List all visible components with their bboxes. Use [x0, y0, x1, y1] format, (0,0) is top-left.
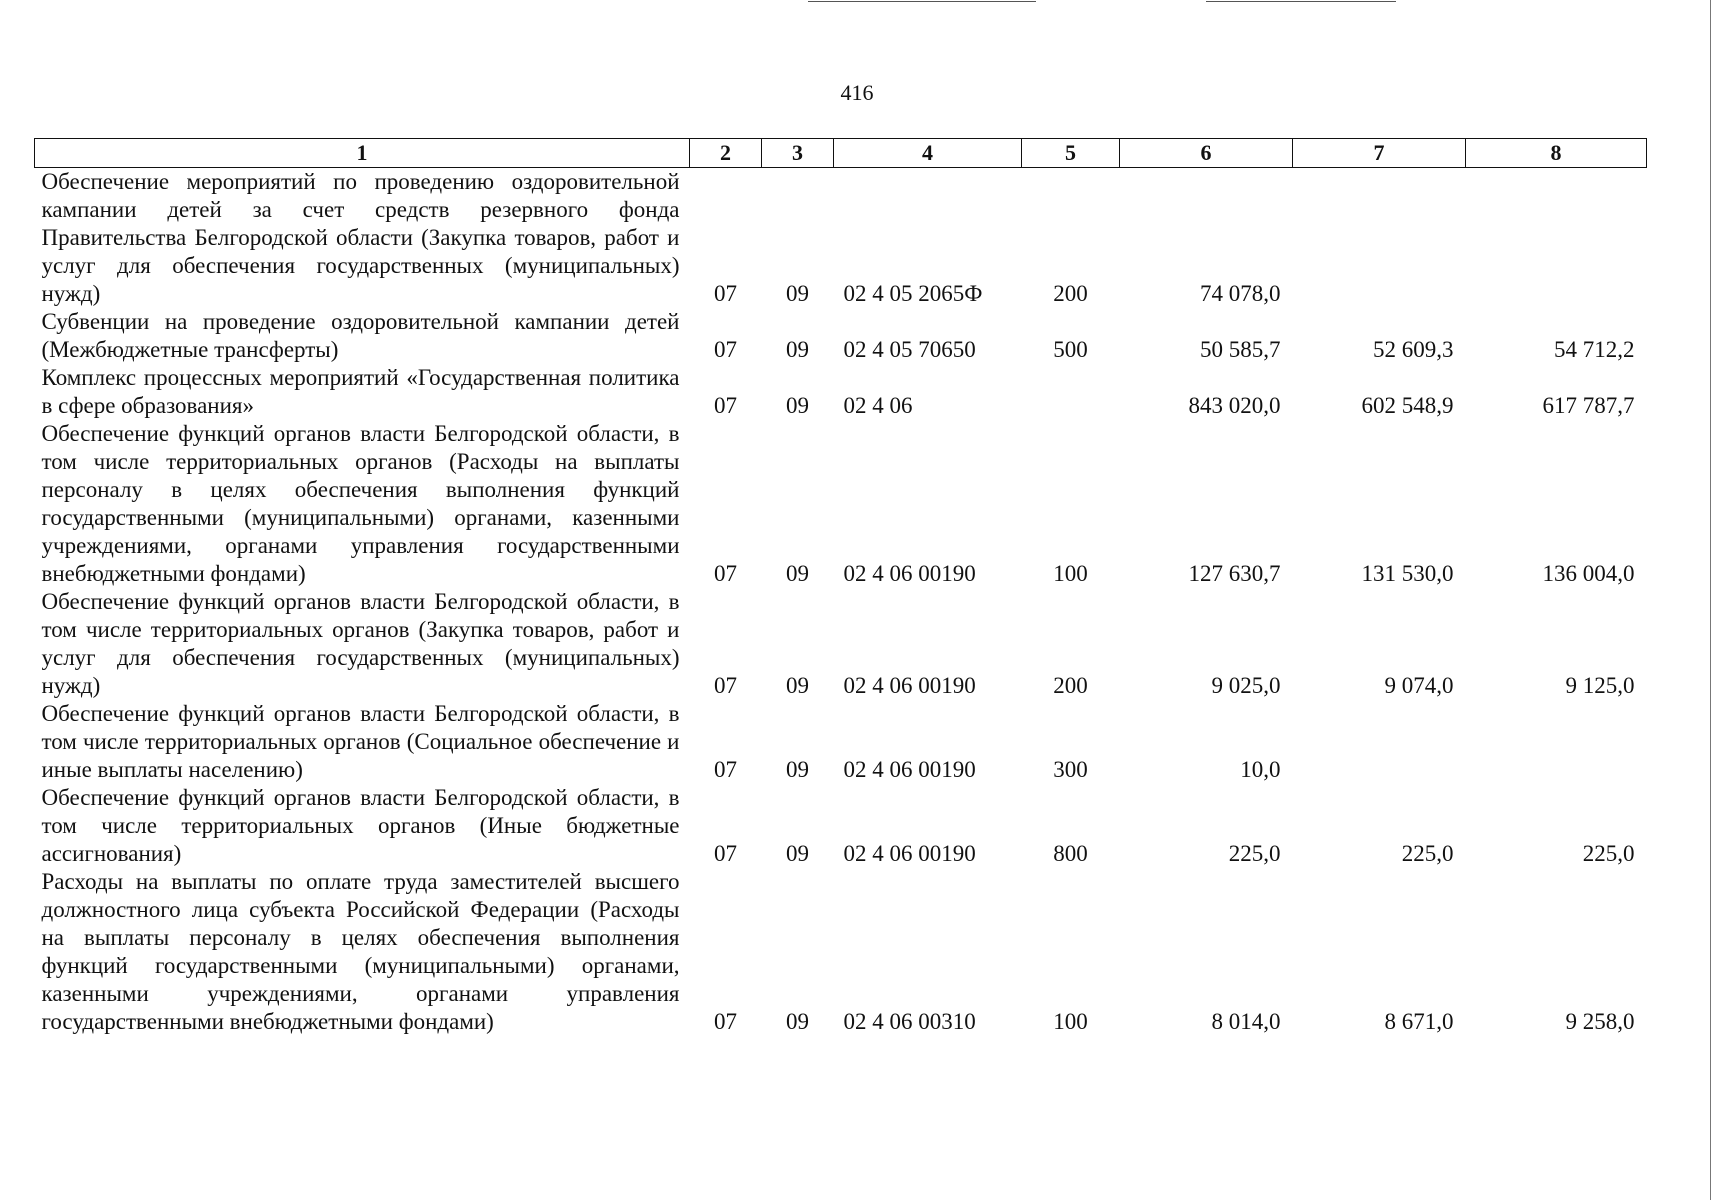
header-col-7: 7: [1293, 139, 1466, 168]
row-amount-2: 602 548,9: [1361, 393, 1454, 418]
row-expense-type: 800: [1053, 841, 1088, 866]
row-target-code: 02 4 06 00190: [843, 561, 976, 586]
row-target-code: 02 4 05 70650: [843, 337, 976, 362]
row-amount-3: 9 258,0: [1565, 1009, 1635, 1034]
table-row: [35, 420, 1647, 588]
row-subsection: 09: [786, 393, 809, 418]
row-amount-1: 225,0: [1228, 841, 1281, 866]
table-row: [35, 868, 1647, 1036]
row-amount-2: 52 609,3: [1373, 337, 1454, 362]
row-target-code: 02 4 05 2065Ф: [843, 281, 983, 306]
row-subsection: 09: [786, 337, 809, 362]
row-amount-1: 10,0: [1240, 757, 1281, 782]
row-section: 07: [714, 757, 737, 782]
row-description: Обеспечение функций органов власти Белгородской области, в том числе территориальных органов (Расходы на выплаты персоналу в целях обеспечения выполнения функций государственными (муниципальными) органами, казенными учреждениями, органами управления государственными внебюджетными фондами): [41, 421, 680, 586]
row-amount-2: [1293, 168, 1466, 309]
row-expense-type: 100: [1053, 1009, 1088, 1034]
row-expense-type: 200: [1053, 281, 1088, 306]
row-amount-3: 617 787,7: [1542, 393, 1635, 418]
table-row: [35, 700, 1647, 784]
row-amount-2: 8 671,0: [1384, 1009, 1454, 1034]
row-section: 07: [714, 561, 737, 586]
header-col-6: 6: [1120, 139, 1293, 168]
scan-artifact-top-line-right: [1206, 1, 1396, 2]
row-amount-1: 74 078,0: [1200, 281, 1281, 306]
row-description: Обеспечение функций органов власти Белгородской области, в том числе территориальных органов (Социальное обеспечение и иные выплаты населению): [41, 701, 680, 782]
table-row: [35, 364, 1647, 420]
row-amount-1: 843 020,0: [1188, 393, 1281, 418]
row-description: Комплекс процессных мероприятий «Государственная политика в сфере образования»: [41, 365, 680, 418]
row-subsection: 09: [786, 1009, 809, 1034]
row-description: Субвенции на проведение оздоровительной кампании детей (Межбюджетные трансферты): [41, 309, 680, 362]
row-section: 07: [714, 673, 737, 698]
row-description: Обеспечение функций органов власти Белгородской области, в том числе территориальных органов (Иные бюджетные ассигнования): [41, 785, 680, 866]
row-section: 07: [714, 1009, 737, 1034]
row-amount-3: [1466, 168, 1647, 309]
row-subsection: 09: [786, 673, 809, 698]
row-target-code: 02 4 06 00190: [843, 757, 976, 782]
row-amount-2: 131 530,0: [1361, 561, 1454, 586]
header-col-5: 5: [1022, 139, 1120, 168]
row-description: Расходы на выплаты по оплате труда заместителей высшего должностного лица субъекта Российской Федерации (Расходы на выплаты персоналу в целях обеспечения выполнения функций государственными (муниципальными) органами, казенными учреждениями, органами управления государственными внебюджетными фондами): [41, 869, 680, 1034]
table-row: [35, 308, 1647, 364]
row-target-code: 02 4 06: [843, 393, 913, 418]
row-amount-1: 8 014,0: [1211, 1009, 1281, 1034]
row-section: 07: [714, 281, 737, 306]
row-amount-3: 136 004,0: [1542, 561, 1635, 586]
header-col-3: 3: [762, 139, 834, 168]
row-section: 07: [714, 841, 737, 866]
row-subsection: 09: [786, 561, 809, 586]
row-target-code: 02 4 06 00310: [843, 1009, 976, 1034]
budget-table: [34, 138, 1647, 1036]
table-row: [35, 588, 1647, 700]
header-col-8: 8: [1466, 139, 1647, 168]
header-col-2: 2: [690, 139, 762, 168]
row-subsection: 09: [786, 757, 809, 782]
table-row: [35, 784, 1647, 868]
row-amount-2: 225,0: [1401, 841, 1454, 866]
row-subsection: 09: [786, 841, 809, 866]
row-amount-1: 9 025,0: [1211, 673, 1281, 698]
row-section: 07: [714, 337, 737, 362]
row-target-code: 02 4 06 00190: [843, 841, 976, 866]
row-description: Обеспечение мероприятий по проведению оздоровительной кампании детей за счет средств резервного фонда Правительства Белгородской области (Закупка товаров, работ и услуг для обеспечения государственных (муниципальных) нужд): [41, 169, 680, 306]
row-target-code: 02 4 06 00190: [843, 673, 976, 698]
header-col-4: 4: [834, 139, 1022, 168]
row-amount-1: 127 630,7: [1188, 561, 1281, 586]
row-amount-3: [1466, 700, 1647, 784]
row-amount-3: 225,0: [1582, 841, 1635, 866]
row-amount-2: 9 074,0: [1384, 673, 1454, 698]
row-expense-type: 300: [1053, 757, 1088, 782]
page-number: 416: [840, 80, 874, 105]
table-row: [35, 168, 1647, 309]
row-amount-2: [1293, 700, 1466, 784]
row-amount-3: 9 125,0: [1565, 673, 1635, 698]
header-row: [35, 139, 1647, 168]
row-expense-type: 500: [1053, 337, 1088, 362]
header-col-1: 1: [35, 139, 690, 168]
row-expense-type: 100: [1053, 561, 1088, 586]
row-subsection: 09: [786, 281, 809, 306]
row-expense-type: 200: [1053, 673, 1088, 698]
row-amount-3: 54 712,2: [1554, 337, 1635, 362]
row-description: Обеспечение функций органов власти Белгородской области, в том числе территориальных органов (Закупка товаров, работ и услуг для обеспечения государственных (муниципальных) нужд): [41, 589, 680, 698]
scan-artifact-top-line-left: [808, 1, 1036, 2]
row-amount-1: 50 585,7: [1200, 337, 1281, 362]
scan-artifact-right-edge: [1710, 0, 1711, 1200]
row-section: 07: [714, 393, 737, 418]
row-expense-type: [1022, 364, 1120, 420]
